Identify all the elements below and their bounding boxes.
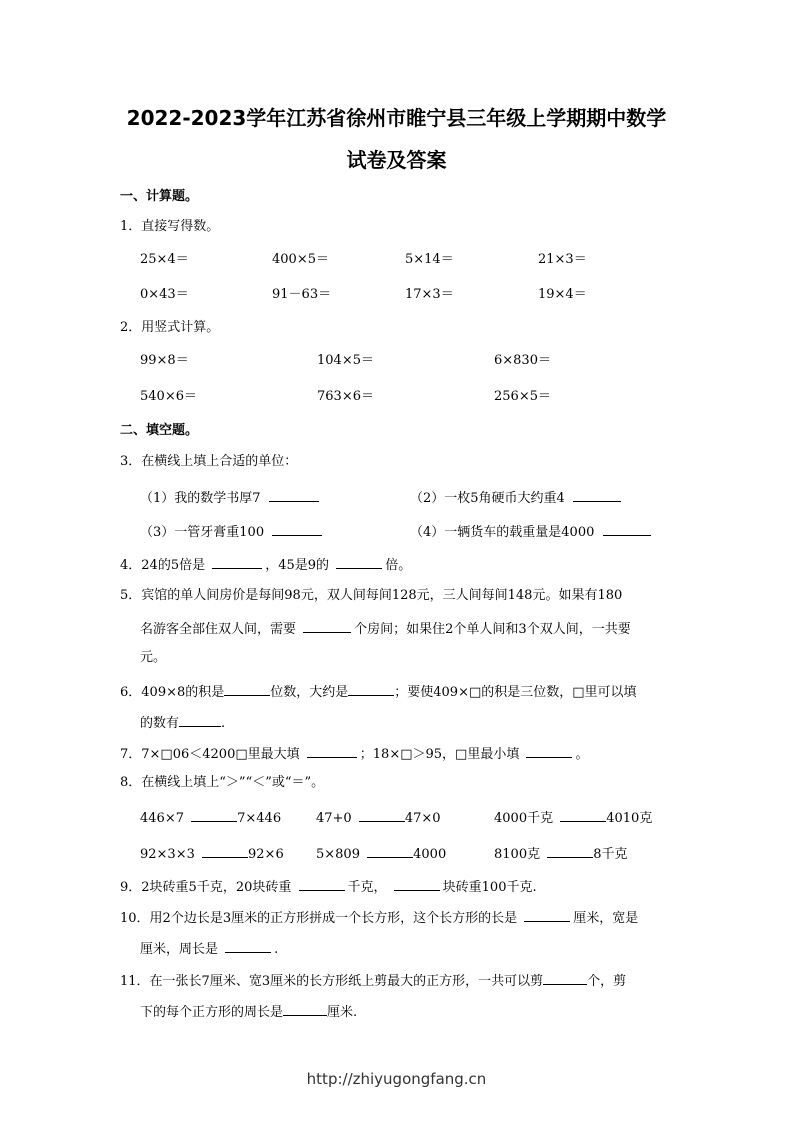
q8-compare xyxy=(140,809,281,825)
question-11-line-2 xyxy=(140,1003,357,1019)
q10-text: . xyxy=(274,942,279,957)
q7-text: 。 xyxy=(575,747,589,762)
q8-compare xyxy=(494,845,628,861)
q8-compare xyxy=(494,809,652,825)
answer-blank[interactable] xyxy=(225,940,271,953)
q8-compare xyxy=(316,845,446,861)
q9-text: 9．2块砖重5千克，20块砖重 xyxy=(120,880,292,895)
q8-left: 446×7 xyxy=(140,811,184,826)
question-8-label: 8．在横线上填上“＞”“＜”或“＝”。 xyxy=(120,775,325,790)
section-heading-fill-in: 二、填空题。 xyxy=(120,423,199,438)
q1-item: 5×14＝ xyxy=(405,252,454,267)
q1-item: 25×4＝ xyxy=(140,252,189,267)
q9-text: 千克， xyxy=(347,880,387,895)
q6-text: . xyxy=(221,716,226,731)
q4-text: ，45是9的 xyxy=(265,558,330,573)
q1-item: 17×3＝ xyxy=(405,287,454,302)
page-title-line-2: 试卷及答案 xyxy=(346,148,447,172)
q1-item: 91－63＝ xyxy=(272,287,332,302)
q8-right: 4010克 xyxy=(606,811,653,826)
question-11-line-1 xyxy=(120,972,626,988)
answer-blank[interactable] xyxy=(543,972,587,985)
answer-blank[interactable] xyxy=(348,683,394,696)
q8-right: 47×0 xyxy=(404,811,441,826)
answer-blank[interactable] xyxy=(603,523,651,536)
q2-item: 6×830＝ xyxy=(494,353,551,368)
q2-item: 763×6＝ xyxy=(317,389,374,404)
q4-text: 倍。 xyxy=(385,558,412,573)
answer-blank[interactable] xyxy=(191,809,237,822)
q3-item-3 xyxy=(140,523,322,539)
question-5-line-3: 元。 xyxy=(140,650,167,665)
q3-item-4-text: （4）一辆货车的载重量是4000 xyxy=(410,525,595,540)
q11-text: 厘米. xyxy=(327,1005,358,1020)
answer-blank[interactable] xyxy=(283,1003,327,1016)
q9-text: 块砖重100千克. xyxy=(442,880,537,895)
q10-text: 厘米，宽是 xyxy=(573,911,639,926)
q2-item: 540×6＝ xyxy=(140,389,197,404)
question-3-label: 3．在横线上填上合适的单位： xyxy=(120,454,298,469)
section-heading-calculation: 一、计算题。 xyxy=(120,189,199,204)
answer-blank[interactable] xyxy=(359,809,405,822)
q3-item-2-text: （2）一枚5角硬币大约重4 xyxy=(410,491,565,506)
q4-text: 4．24的5倍是 xyxy=(120,558,206,573)
q8-left: 4000千克 xyxy=(494,811,554,826)
q7-text: 7．7×□06＜4200□里最大填 xyxy=(120,747,300,762)
q6-text: 位数，大约是 xyxy=(270,685,349,700)
q2-item: 99×8＝ xyxy=(140,353,189,368)
answer-blank[interactable] xyxy=(526,745,572,758)
q11-text: 下的每个正方形的周长是 xyxy=(140,1005,284,1020)
q6-text: 6．409×8的积是 xyxy=(120,685,225,700)
answer-blank[interactable] xyxy=(202,845,248,858)
q11-text: 11．在一张长7厘米、宽3厘米的长方形纸上剪最大的正方形，一共可以剪 xyxy=(120,974,544,989)
question-2-label: 2．用竖式计算。 xyxy=(120,320,220,335)
q6-text: ；要使409×□的积是三位数，□里可以填 xyxy=(394,685,637,700)
q3-item-2 xyxy=(410,489,621,505)
answer-blank[interactable] xyxy=(367,845,413,858)
answer-blank[interactable] xyxy=(547,845,593,858)
q3-item-4 xyxy=(410,523,651,539)
q2-item: 256×5＝ xyxy=(494,389,551,404)
footer-url: http://zhiyugongfang.cn xyxy=(306,1070,487,1088)
question-10-line-1 xyxy=(120,909,638,925)
q8-left: 47+0 xyxy=(316,811,352,826)
q8-left: 92×3×3 xyxy=(140,847,195,862)
q3-item-1 xyxy=(140,489,319,505)
q8-right: 7×446 xyxy=(237,811,282,826)
q1-item: 0×43＝ xyxy=(140,287,189,302)
question-5-line-1: 5．宾馆的单人间房价是每间98元，双人间每间128元，三人间每间148元。如果有180 xyxy=(120,588,623,603)
question-6-line-1 xyxy=(120,683,637,699)
q11-text: 个，剪 xyxy=(587,974,627,989)
q1-item: 19×4＝ xyxy=(538,287,587,302)
q5-text: 名游客全部住双人间，需要 xyxy=(140,622,297,637)
q8-right: 4000 xyxy=(413,847,447,862)
q6-text: 的数有 xyxy=(140,716,180,731)
answer-blank[interactable] xyxy=(336,556,382,569)
q8-right: 92×6 xyxy=(248,847,284,862)
q3-item-3-text: （3）一管牙膏重100 xyxy=(140,525,265,540)
q8-compare xyxy=(316,809,441,825)
answer-blank[interactable] xyxy=(307,745,357,758)
answer-blank[interactable] xyxy=(560,809,606,822)
q8-left: 5×809 xyxy=(316,847,360,862)
q10-text: 10．用2个边长是3厘米的正方形拼成一个长方形，这个长方形的长是 xyxy=(120,911,518,926)
question-5-line-2 xyxy=(140,620,631,636)
answer-blank[interactable] xyxy=(179,714,221,727)
q8-right: 8千克 xyxy=(593,847,628,862)
q10-text: 厘米，周长是 xyxy=(140,942,219,957)
answer-blank[interactable] xyxy=(303,620,351,633)
question-6-line-2 xyxy=(140,714,225,730)
q8-compare xyxy=(140,845,284,861)
answer-blank[interactable] xyxy=(224,683,270,696)
question-9 xyxy=(120,878,537,894)
q7-text: ；18×□＞95，□里最小填 xyxy=(359,747,520,762)
answer-blank[interactable] xyxy=(299,878,345,891)
answer-blank[interactable] xyxy=(212,556,262,569)
answer-blank[interactable] xyxy=(573,489,621,502)
question-7 xyxy=(120,745,588,761)
q5-text: 个房间；如果住2个单人间和3个双人间，一共要 xyxy=(354,622,631,637)
q8-left: 8100克 xyxy=(494,847,541,862)
question-10-line-2 xyxy=(140,940,278,956)
question-4 xyxy=(120,556,411,572)
q3-item-1-text: （1）我的数学书厚7 xyxy=(140,491,261,506)
question-1-label: 1．直接写得数。 xyxy=(120,219,220,234)
page-title-line-1: 2022-2023学年江苏省徐州市睢宁县三年级上学期期中数学 xyxy=(126,106,667,130)
answer-blank[interactable] xyxy=(272,523,322,536)
answer-blank[interactable] xyxy=(394,878,440,891)
q1-item: 400×5＝ xyxy=(272,252,329,267)
answer-blank[interactable] xyxy=(269,489,319,502)
answer-blank[interactable] xyxy=(524,909,570,922)
q1-item: 21×3＝ xyxy=(538,252,587,267)
q2-item: 104×5＝ xyxy=(317,353,374,368)
